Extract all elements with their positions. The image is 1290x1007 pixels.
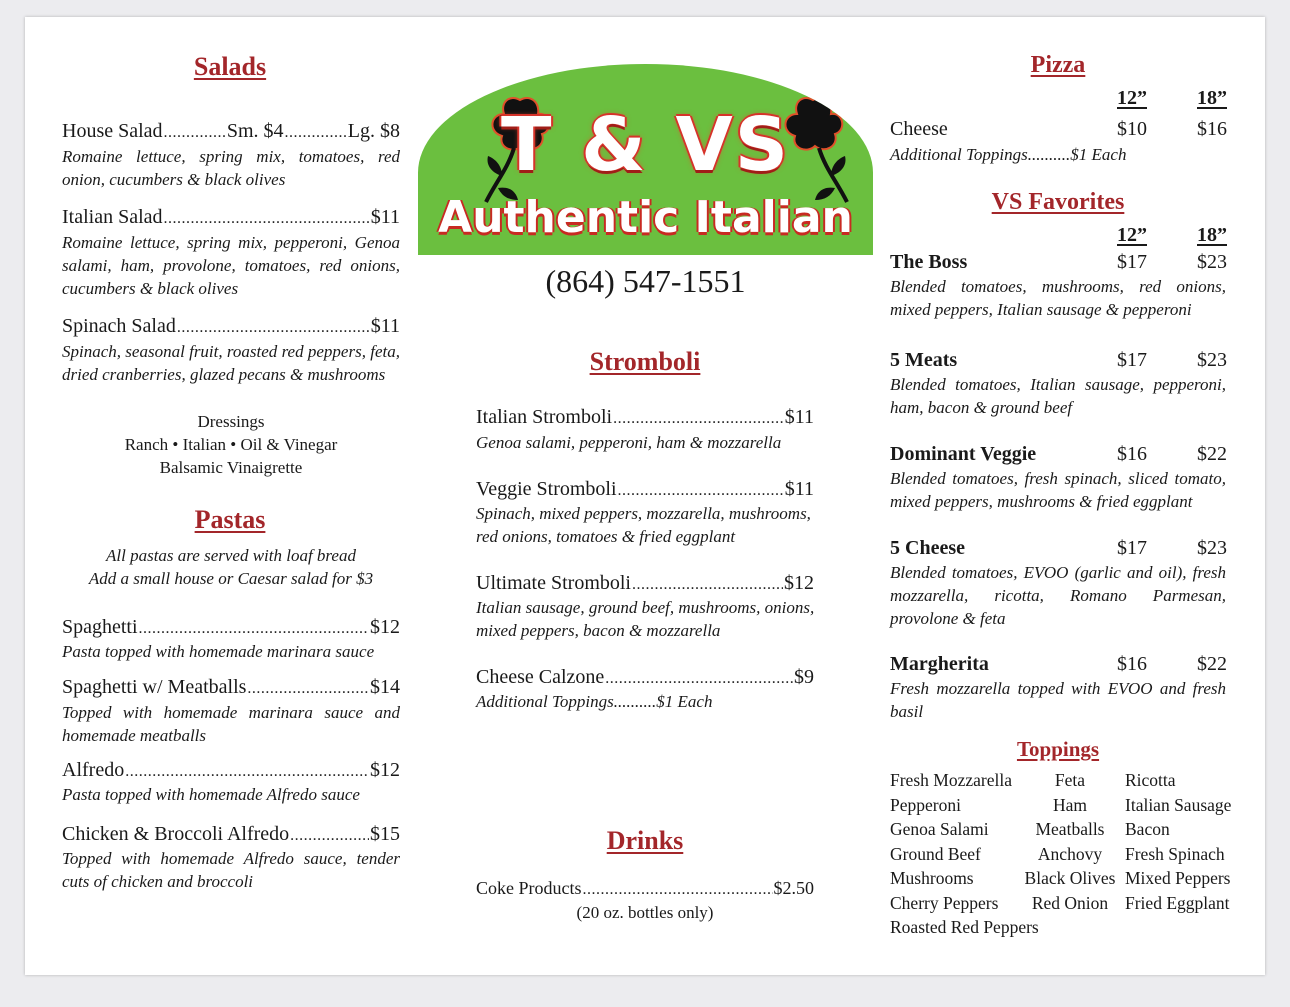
spinach-salad-row (62, 315, 400, 338)
pizza-size-12: 12” (1117, 87, 1147, 109)
house-salad-large-price: Lg. $8 (347, 120, 401, 142)
pastas-note-1: All pastas are served with loaf bread (106, 546, 356, 565)
favorite-desc: Fresh mozzarella topped with EVOO and fresh basil (890, 679, 1226, 721)
favorite-price-18: $22 (1197, 653, 1227, 675)
stromboli-price: $12 (784, 572, 814, 594)
pasta-desc: Topped with homemade Alfredo sauce, tender cuts of chicken and broccoli (62, 849, 400, 891)
drink-name: Coke Products (476, 878, 582, 898)
favorite-price-12: $17 (1117, 349, 1147, 371)
favorite-desc: Blended tomatoes, fresh spinach, sliced tomato, mixed peppers, mushrooms & fried eggplant (890, 469, 1226, 511)
stromboli-name: Italian Stromboli (476, 406, 613, 428)
favorites-size-18: 18” (1197, 224, 1227, 246)
stromboli-name: Veggie Stromboli (476, 478, 617, 500)
favorites-heading: VS Favorites (991, 189, 1125, 215)
pastas-heading: Pastas (194, 505, 266, 534)
phone-number: (864) 547-1551 (545, 263, 746, 299)
calzone-price: $9 (794, 666, 814, 688)
drinks-heading: Drinks (606, 826, 684, 855)
topping-item: Anchovy (1037, 843, 1103, 864)
topping-item: Italian Sausage (1125, 794, 1232, 815)
house-salad-row (62, 120, 400, 143)
topping-item: Red Onion (1031, 892, 1109, 913)
topping-item: Roasted Red Peppers (890, 917, 1039, 937)
topping-item: Fresh Mozzarella (890, 770, 1012, 790)
dot-leader (164, 124, 226, 142)
pasta-price: $15 (370, 823, 400, 845)
topping-item: Black Olives (1024, 868, 1116, 888)
dressings-line-1: Ranch • Italian • Oil & Vinegar (124, 435, 338, 454)
stromboli-row-italian (476, 406, 814, 429)
pasta-desc: Topped with homemade marinara sauce and homemade meatballs (62, 703, 400, 745)
dot-leader (247, 680, 369, 698)
drinks-row (476, 878, 814, 899)
house-salad-desc: Romaine lettuce, spring mix, tomatoes, red onion, cucumbers & black olives (62, 147, 400, 189)
italian-salad-price: $11 (370, 206, 400, 228)
italian-salad-desc: Romaine lettuce, spring mix, pepperoni, Genoa salami, ham, provolone, tomatoes, red onions, cucumbers & black olives (62, 233, 400, 298)
favorite-price-12: $17 (1117, 251, 1147, 273)
dot-leader (285, 124, 347, 142)
calzone-toppings-note: Additional Toppings..........$1 Each (476, 692, 713, 711)
stromboli-heading: Stromboli (589, 347, 701, 376)
cheese-pizza-name: Cheese (890, 118, 948, 140)
dressings-title: Dressings (197, 412, 265, 431)
dot-leader (177, 319, 370, 337)
pasta-price: $12 (370, 616, 400, 638)
cheese-pizza-price-12: $10 (1117, 118, 1147, 140)
pasta-name: Alfredo (62, 759, 125, 781)
cheese-pizza-price-18: $16 (1197, 118, 1227, 140)
dot-leader (290, 827, 369, 845)
pasta-name: Spaghetti w/ Meatballs (62, 676, 247, 698)
favorite-desc: Blended tomatoes, Italian sausage, pepperoni, ham, bacon & ground beef (890, 375, 1226, 417)
calzone-name: Cheese Calzone (476, 666, 605, 688)
pasta-price: $14 (370, 676, 400, 698)
topping-item: Fresh Spinach (1125, 843, 1225, 864)
italian-salad-name: Italian Salad (62, 206, 163, 228)
favorite-desc: Blended tomatoes, mushrooms, red onions, mixed peppers, Italian sausage & pepperoni (890, 277, 1226, 319)
topping-item (1125, 917, 1235, 939)
favorite-price-18: $23 (1197, 537, 1227, 559)
logo-title: T & VS (500, 102, 791, 188)
pizza-toppings-note: Additional Toppings..........$1 Each (890, 145, 1127, 164)
menu-sheet (25, 17, 1265, 975)
salads-heading: Salads (193, 52, 267, 81)
toppings-heading: Toppings (1016, 737, 1100, 761)
pasta-row-meatballs (62, 676, 400, 699)
dot-leader (613, 410, 784, 428)
pasta-desc: Pasta topped with homemade marinara sauce (62, 642, 375, 661)
stromboli-desc: Genoa salami, pepperoni, ham & mozzarella (476, 433, 782, 452)
stromboli-price: $11 (784, 406, 814, 428)
pasta-row-spaghetti (62, 616, 400, 639)
restaurant-logo (418, 64, 873, 255)
topping-item: Genoa Salami (890, 819, 989, 839)
spinach-salad-price: $11 (370, 315, 400, 337)
topping-item: Ham (1052, 794, 1088, 815)
topping-item: Ricotta (1125, 770, 1176, 790)
dot-leader (632, 576, 783, 594)
stromboli-row-ultimate (476, 572, 814, 595)
house-salad-small-price: Sm. $4 (226, 120, 284, 142)
pasta-desc: Pasta topped with homemade Alfredo sauce (62, 785, 360, 804)
favorite-price-12: $17 (1117, 537, 1147, 559)
favorite-price-18: $23 (1197, 349, 1227, 371)
topping-item: Mixed Peppers (1125, 868, 1231, 888)
drink-price: $2.50 (773, 878, 814, 898)
favorite-name: 5 Cheese (890, 537, 965, 559)
house-salad-name: House Salad (62, 120, 163, 142)
favorite-desc: Blended tomatoes, EVOO (garlic and oil), fresh mozzarella, ricotta, Romano Parmesan, provolone & feta (890, 563, 1226, 628)
favorite-name: Margherita (890, 653, 989, 675)
spinach-salad-name: Spinach Salad (62, 315, 176, 337)
logo-subtitle: Authentic Italian (438, 192, 853, 243)
dot-leader (164, 210, 370, 228)
pasta-name: Chicken & Broccoli Alfredo (62, 823, 290, 845)
favorites-size-12: 12” (1117, 224, 1147, 246)
topping-item: Feta (1054, 770, 1086, 790)
topping-item: Pepperoni (890, 794, 961, 815)
pasta-price: $12 (370, 759, 400, 781)
stromboli-row-veggie (476, 478, 814, 501)
pizza-heading: Pizza (1030, 52, 1086, 78)
favorite-price-18: $23 (1197, 251, 1227, 273)
topping-item: Bacon (1125, 819, 1170, 839)
drinks-note: (20 oz. bottles only) (576, 903, 714, 922)
dot-leader (125, 763, 369, 781)
pastas-note-2: Add a small house or Caesar salad for $3 (88, 569, 374, 588)
toppings-grid (890, 770, 1235, 939)
italian-salad-row (62, 206, 400, 229)
topping-item: Ground Beef (890, 843, 981, 864)
favorite-name: The Boss (890, 251, 968, 273)
dot-leader (139, 620, 369, 638)
stromboli-desc: Spinach, mixed peppers, mozzarella, mushrooms, red onions, tomatoes & fried eggplant (476, 504, 811, 546)
pasta-name: Spaghetti (62, 616, 138, 638)
favorite-name: Dominant Veggie (890, 443, 1037, 465)
dot-leader (583, 881, 773, 899)
dressings-line-2: Balsamic Vinaigrette (159, 458, 303, 477)
favorite-price-12: $16 (1117, 443, 1147, 465)
favorite-price-18: $22 (1197, 443, 1227, 465)
topping-item: Cherry Peppers (890, 892, 999, 913)
calzone-row (476, 666, 814, 689)
topping-item: Mushrooms (890, 868, 974, 888)
dot-leader (605, 670, 793, 688)
topping-item: Fried Eggplant (1125, 892, 1230, 913)
stromboli-desc: Italian sausage, ground beef, mushrooms, onions, mixed peppers, bacon & mozzarella (476, 598, 815, 640)
pasta-row-chicken-broccoli (62, 823, 400, 846)
dot-leader (618, 482, 784, 500)
pasta-row-alfredo (62, 759, 400, 782)
stromboli-price: $11 (784, 478, 814, 500)
stromboli-name: Ultimate Stromboli (476, 572, 631, 594)
topping-item: Meatballs (1035, 819, 1105, 839)
favorite-name: 5 Meats (890, 349, 958, 371)
spinach-salad-desc: Spinach, seasonal fruit, roasted red peppers, feta, dried cranberries, glazed pecans & mushrooms (62, 342, 400, 384)
favorite-price-12: $16 (1117, 653, 1147, 675)
pizza-size-18: 18” (1197, 87, 1227, 109)
topping-item (1015, 917, 1125, 939)
